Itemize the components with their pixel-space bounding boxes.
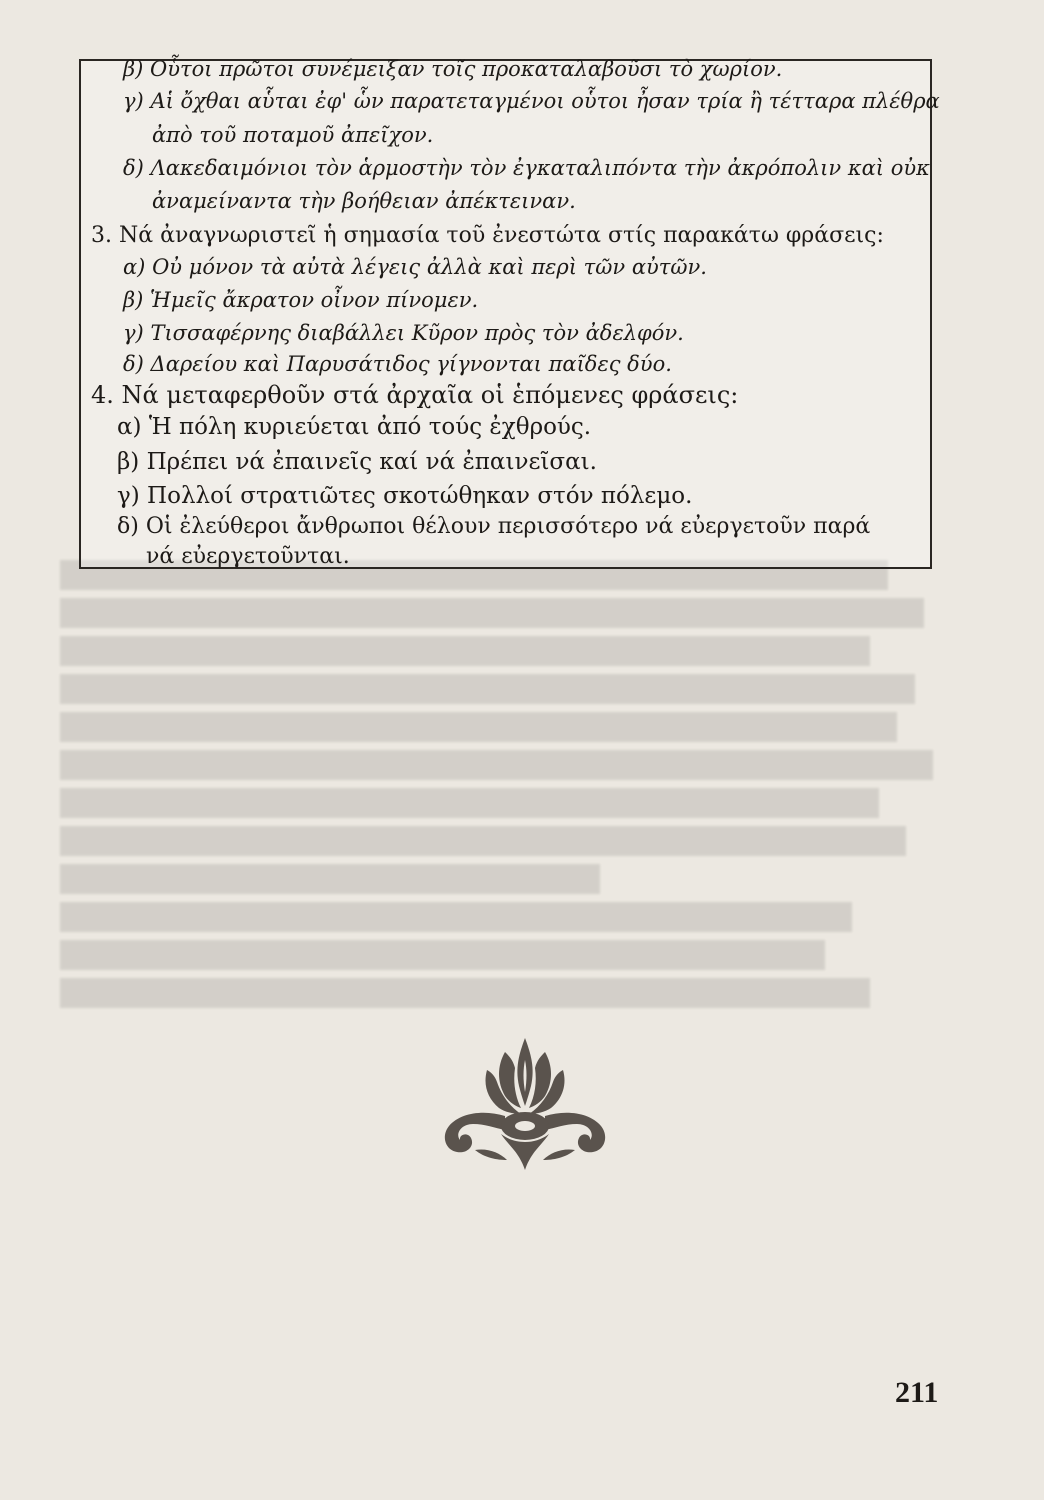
exercise-3-item-d: δ) Δαρείου καὶ Παρυσάτιδος γίγνονται παῖδες δύο. [123, 352, 672, 376]
exercise-3-item-c: γ) Τισσαφέρνης διαβάλλει Κῦρον πρὸς τὸν ἀδελφόν. [123, 321, 684, 345]
exercise-2-item-c-cont: ἀπὸ τοῦ ποταμοῦ ἀπεῖχον. [152, 123, 434, 147]
exercise-4-heading: 4. Νά μεταφερθοῦν στά ἀρχαῖα οἱ ἑπόμενες φράσεις: [91, 381, 739, 409]
exercise-4-item-b: β) Πρέπει νά ἐπαινεῖς καί νά ἐπαινεῖσαι. [117, 449, 597, 475]
exercise-4-item-a: α) Ἡ πόλη κυριεύεται ἀπό τούς ἐχθρούς. [117, 414, 592, 440]
exercise-3-heading: 3. Νά ἀναγνωριστεῖ ἡ σημασία τοῦ ἐνεστώτα στίς παρακάτω φράσεις: [91, 223, 884, 248]
exercise-4-item-c: γ) Πολλοί στρατιῶτες σκοτώθηκαν στόν πόλεμο. [117, 483, 693, 509]
exercise-2-item-b: β) Οὗτοι πρῶτοι συνέμειξαν τοῖς προκαταλαβοῦσι τὸ χωρίον. [123, 57, 783, 81]
page-number: 211 [895, 1376, 939, 1409]
exercise-2-item-d: δ) Λακεδαιμόνιοι τὸν ἁρμοστὴν τὸν ἐγκαταλιπόντα τὴν ἀκρόπολιν καὶ οὐκ [123, 156, 930, 180]
exercise-4-item-d-cont: νά εὐεργετοῦνται. [146, 544, 350, 569]
exercise-4-item-d: δ) Οἱ ἐλεύθεροι ἄνθρωποι θέλουν περισσότερο νά εὐεργετοῦν παρά [117, 514, 871, 539]
exercise-3-item-a: α) Οὐ μόνον τὰ αὐτὰ λέγεις ἀλλὰ καὶ περὶ τῶν αὐτῶν. [123, 255, 707, 279]
exercise-2-item-d-cont: ἀναμείναντα τὴν βοήθειαν ἀπέκτειναν. [152, 189, 576, 213]
floral-ornament-icon [435, 1030, 615, 1175]
exercise-3-item-b: β) Ἡμεῖς ἄκρατον οἶνον πίνομεν. [123, 288, 479, 312]
exercise-2-item-c: γ) Αἱ ὄχθαι αὗται ἐφ' ὧν παρατεταγμένοι οὗτοι ἦσαν τρία ἢ τέτταρα πλέθρα [123, 89, 940, 113]
